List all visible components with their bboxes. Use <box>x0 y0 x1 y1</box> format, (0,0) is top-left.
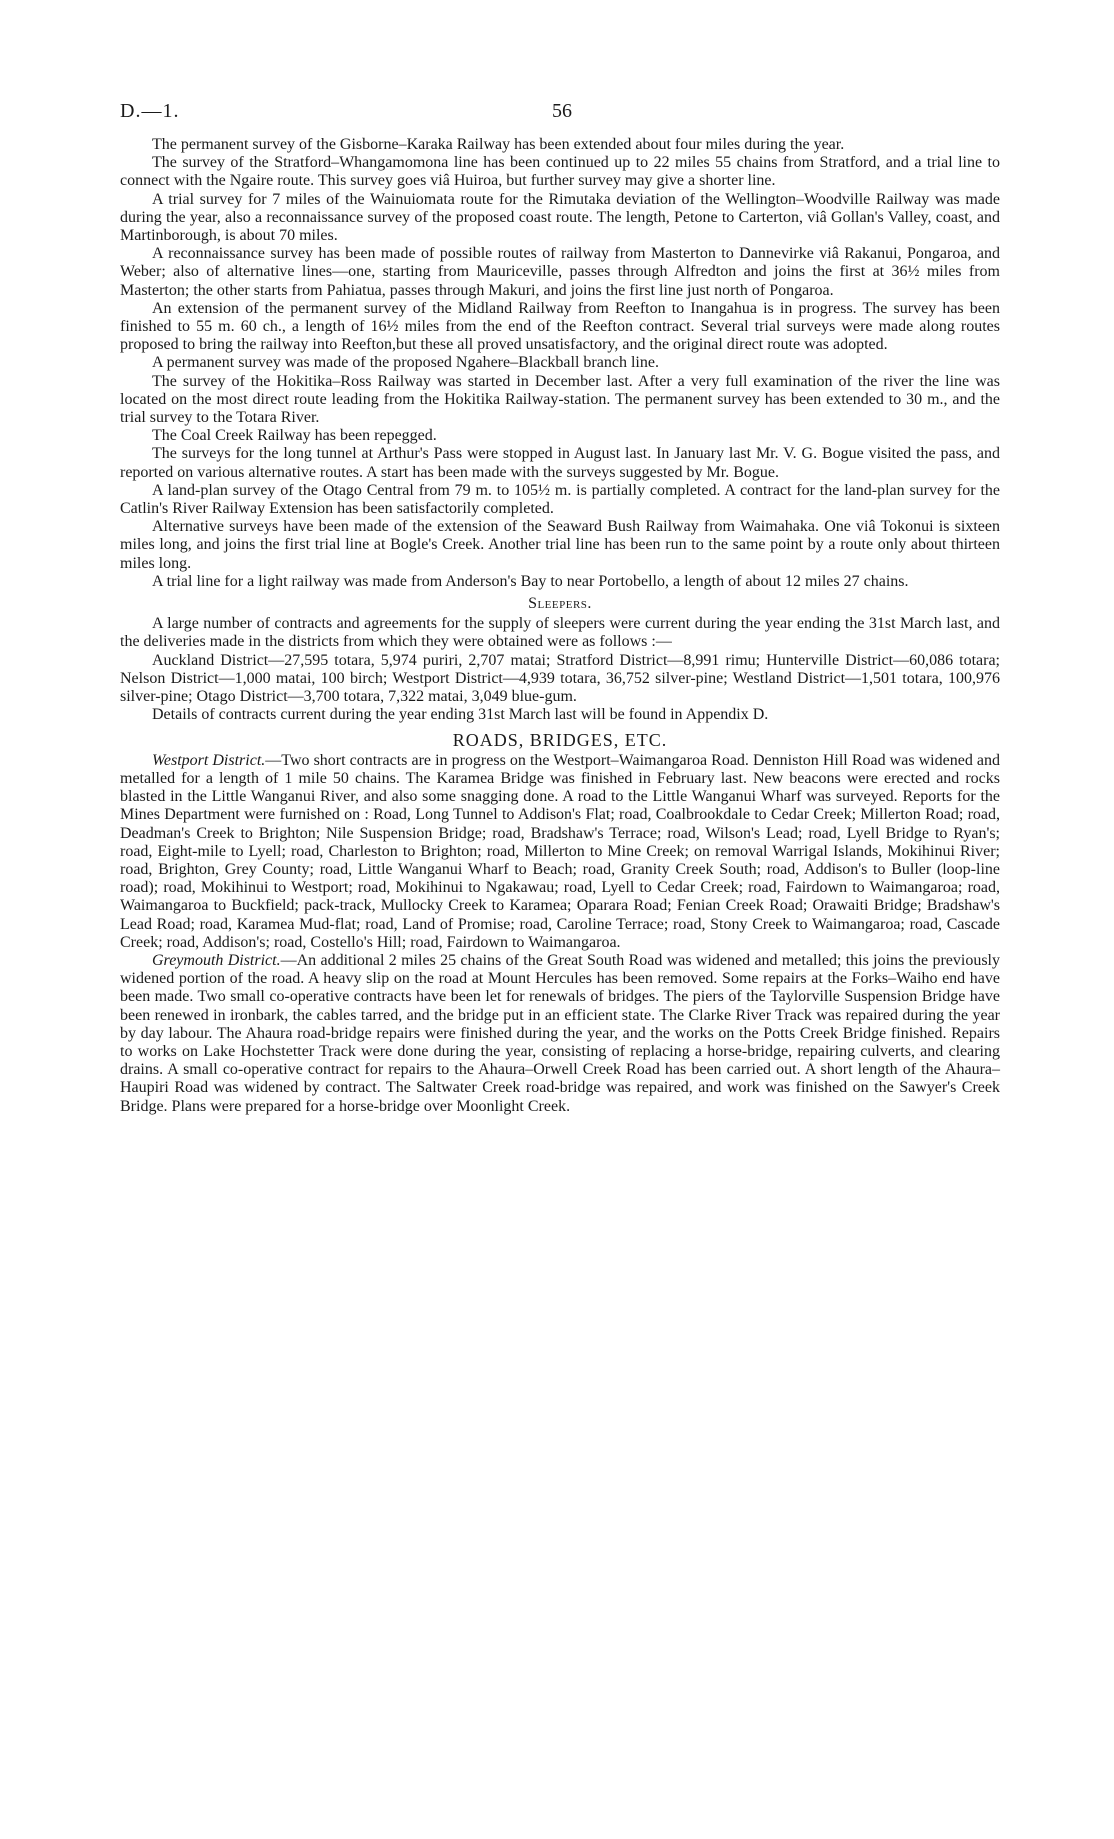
document-page <box>120 100 1000 1116</box>
paragraph-stratford: The survey of the Stratford–Whangamomona line has been continued up to 22 miles 55 chains from Stratford, and a trial line to connect with the Ngaire route. This survey goes viâ Huiroa, but further survey may give a shorter line. <box>120 154 1000 190</box>
paragraph-seaward-bush: Alternative surveys have been made of the extension of the Seaward Bush Railway from Waimahaka. One viâ Tokonui is sixteen miles long, and joins the first trial line at Bogle's Creek. Another trial line has been run to the same point by a route only about thirteen miles long. <box>120 518 1000 572</box>
paragraph-gisborne: The permanent survey of the Gisborne–Karaka Railway has been extended about four miles during the year. <box>152 136 845 153</box>
paragraph-wainuiomata: A trial survey for 7 miles of the Wainuiomata route for the Rimutaka deviation of the Wellington–Woodville Railway was made during the year, also a reconnaissance survey of the proposed coast route. The length, Petone to Carterton, viâ Gollan's Valley, coast, and Martinborough, is about 70 miles. <box>120 190 1000 245</box>
paragraph-westport <box>120 752 1000 952</box>
paragraph-sleepers-districts: Auckland District—27,595 totara, 5,974 puriri, 2,707 matai; Stratford District—8,991 rimu; Hunterville District—60,086 totara; Nelson District—1,000 matai, 100 birch; Westport District—4,939 totara, 36,752 silver-pine; Westland District—1,501 totara, 100,976 silver-pine; Otago District—3,700 totara, 7,322 matai, 3,049 blue-gum. <box>120 651 1000 706</box>
paragraph-coal-creek: The Coal Creek Railway has been repegged. <box>152 427 437 445</box>
greymouth-label: Greymouth District. <box>152 951 281 969</box>
greymouth-text: —An additional 2 miles 25 chains of the Great South Road was widened and metalled; this joins the previously widened portion of the road. A heavy slip on the road at Mount Hercules has been removed. Some repairs at the Forks–Waiho end have been made. Two small co-operative contracts have been let for renewals of bridges. The piers of the Taylorville Suspension Bridge have been renewed in ironbark, the cables tarred, and the bridge put in an efficient state. The Clarke River Track was repaired during the year by day labour. The Ahaura road-bridge repairs were finished during the year, and the works on the Potts Creek Bridge finished. Repairs to works on Lake Hochstetter Track were done during the year, consisting of replacing a horse-bridge, repairing culverts, and clearing drains. A small co-operative contract for repairs to the Ahaura–Orwell Creek Road has been carried out. A short length of the Ahaura–Haupiri Road was widened by contract. The Saltwater Creek road-bridge was repaired, and work was finished on the Sawyer's Creek Bridge. Plans were prepared for a horse-bridge over Moonlight Creek. <box>120 951 1001 1115</box>
body-text <box>120 136 1000 1116</box>
westport-label: Westport District. <box>152 751 266 769</box>
paragraph-masterton: A reconnaissance survey has been made of possible routes of railway from Masterton to Dannevirke viâ Rakanui, Pongaroa, and Weber; also of alternative lines—one, starting from Mauriceville, passes through Alfredton and joins the first at 36½ miles from Masterton; the other starts from Pahiatua, passes through Makuri, and joins the first line just north of Pongaroa. <box>120 245 1000 299</box>
paragraph-midland: An extension of the permanent survey of the Midland Railway from Reefton to Inangahua is in progress. The survey has been finished to 55 m. 60 ch., a length of 16½ miles from the end of the Reefton contract. Several trial surveys were made along routes proposed to bring the railway into Reefton,but these all proved unsatisfactory, and the original direct route was adopted. <box>120 299 1000 354</box>
paragraph-greymouth <box>120 952 1000 1116</box>
paragraph-sleepers-appendix: Details of contracts current during the year ending 31st March last will be found in Appendix D. <box>152 706 769 724</box>
roads-heading: ROADS, BRIDGES, ETC. <box>452 729 668 750</box>
westport-text: —Two short contracts are in progress on the Westport–Waimangaroa Road. Denniston Hill Road was widened and metalled for a length of 1 mile 50 chains. The Karamea Bridge was finished in February last. New beacons were erected and rocks blasted in the Little Wanganui River, and also some snagging done. A road to the Little Wanganui Wharf was surveyed. Reports for the Mines Department were furnished on : Road, Long Tunnel to Addison's Flat; road, Coalbrookdale to Cedar Creek; Millerton Road; road, Deadman's Creek to Brighton; Nile Suspension Bridge; road, Bradshaw's Terrace; road, Wilson's Lead; road, Lyell Bridge to Ryan's; road, Eight-mile to Lyell; road, Charleston to Brighton; road, Millerton to Mine Creek; on removal Warrigal Islands, Mokihinui River; road, Brighton, Grey County; road, Little Wanganui Wharf to Beach; road, Granity Creek South; road, Addison's to Buller (loop-line road); road, Mokihinui to Westport; road, Mokihinui to Ngakawau; road, Lyell to Cedar Creek; road, Fairdown to Waimangaroa; road, Waimangaroa to Buckfield; pack-track, Mullocky Creek to Karamea; Oparara Road; Fenian Creek Road; Orawaiti Bridge; Bradshaw's Lead Road; road, Karamea Mud-flat; road, Land of Promise; road, Caroline Terrace; road, Stony Creek to Waimangaroa; road, Cascade Creek; road, Addison's; road, Costello's Hill; road, Fairdown to Waimangaroa. <box>120 751 1000 951</box>
paragraph-hokitika: The survey of the Hokitika–Ross Railway was started in December last. After a very full examination of the river the line was located on the most direct route leading from the Hokitika Railway-station. The permanent survey has been extended to 30 m., and the trial survey to the Totara River. <box>120 372 1000 427</box>
page-header <box>120 100 1000 136</box>
paragraph-otago-central: A land-plan survey of the Otago Central from 79 m. to 105½ m. is partially completed. A contract for the land-plan survey for the Catlin's River Railway Extension has been satisfactorily completed. <box>120 481 1000 518</box>
paragraph-sleepers-intro: A large number of contracts and agreements for the supply of sleepers were current during the year ending the 31st March last, and the deliveries made in the districts from which they were obtained were as follows :— <box>120 615 1000 651</box>
sleepers-heading: Sleepers. <box>528 595 592 613</box>
paragraph-portobello: A trial line for a light railway was made from Anderson's Bay to near Portobello, a length of about 12 miles 27 chains. <box>152 572 909 590</box>
page-number: 56 <box>552 100 572 122</box>
document-reference: D.—1. <box>120 100 180 122</box>
paragraph-arthurs-pass: The surveys for the long tunnel at Arthur's Pass were stopped in August last. In January last Mr. V. G. Bogue visited the pass, and reported on various alternative routes. A start has been made with the surveys suggested by Mr. Bogue. <box>120 445 1000 481</box>
paragraph-ngahere: A permanent survey was made of the proposed Ngahere–Blackball branch line. <box>152 354 659 372</box>
